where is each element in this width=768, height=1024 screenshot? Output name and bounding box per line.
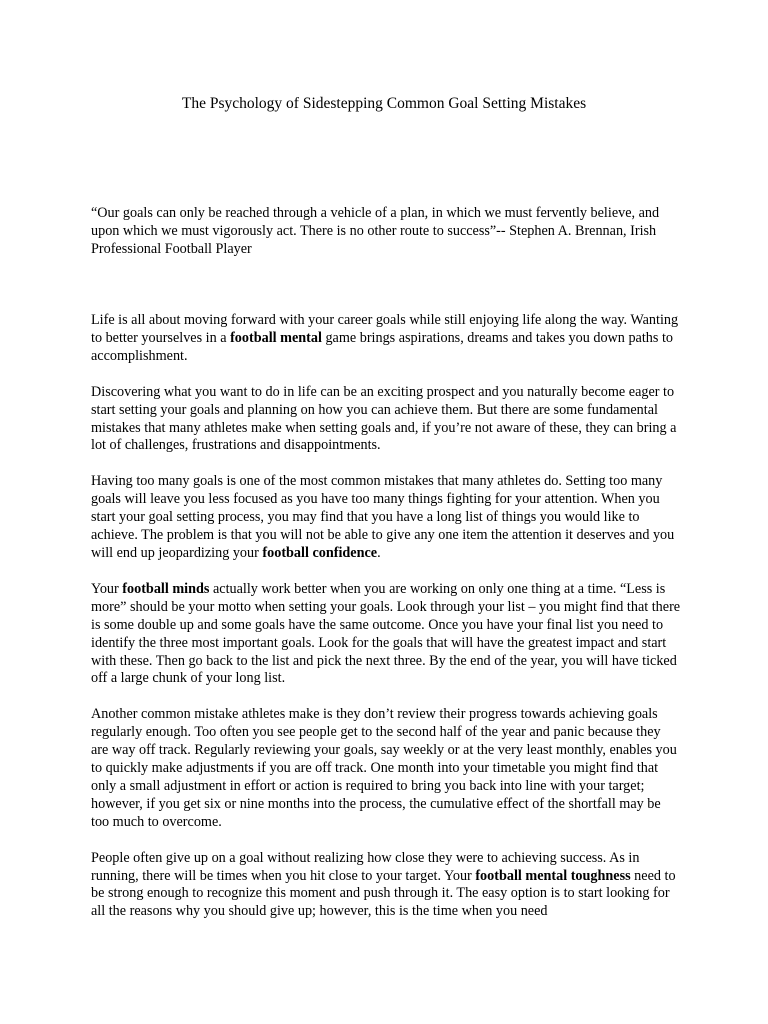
body-paragraph: [91, 473, 681, 563]
paragraph-text: .: [377, 544, 381, 561]
paragraph-text: People often give up on a goal without realizing how close they were to achieving success. As in running, there will be times when you hit close to your target. Your: [91, 849, 640, 884]
paragraph-text: Life is all about moving forward with your career goals while still enjoying life along the way. Wanting to better yourselves in a: [91, 312, 679, 346]
paragraph-text: actually work better when you are working on only one thing at a time. “Less is more” should be your motto when setting your goals. Look through your list – you might find that there is some double up and some goals have the same outcome. Once you have your final list you need to identify the three most important goals. Look for the goals that will have the greatest impact and start with these. Then go back to the list and pick the next three. By the end of the year, you will have ticked off a large chunk of your long list.: [91, 580, 681, 687]
bold-keyword: football mental: [230, 329, 322, 346]
document-title: The Psychology of Sidestepping Common Goal Setting Mistakes: [181, 95, 587, 112]
paragraph-text: Having too many goals is one of the most common mistakes that many athletes do. Setting too many goals will leave you less focused as you have too many things fighting for your attention. When you start your goal setting process, you may find that you have a long list of things you would like to achieve. The problem is that you will not be able to give any one item the attention it deserves and you will end up jeopardizing your: [91, 473, 675, 561]
body-paragraph: [91, 706, 681, 831]
paragraph-text: game brings aspirations, dreams and takes you down paths to accomplishment.: [91, 329, 673, 364]
paragraph-text: Discovering what you want to do in life can be an exciting prospect and you naturally become eager to start setting your goals and planning on how you can achieve them. But there are some fundamental mistakes that many athletes make when setting goals and, if you’re not aware of these, they can bring a lot of challenges, frustrations and disappointments.: [91, 383, 677, 454]
document-body: [91, 312, 681, 939]
paragraph-text: Your: [91, 580, 123, 597]
paragraph-text: need to be strong enough to recognize this moment and push through it. The easy option is to start looking for all the reasons why you should give up; however, this is the time when you need: [91, 867, 676, 920]
bold-keyword: football minds: [122, 580, 210, 597]
body-paragraph: [91, 312, 681, 366]
bold-keyword: football confidence: [262, 544, 378, 561]
paragraph-text: Another common mistake athletes make is they don’t review their progress towards achieving goals regularly enough. Too often you see people get to the second half of the year and panic because they are way off track. Regularly reviewing your goals, say weekly or at the very least monthly, enables you to quickly make adjustments if you are off track. One month into your timetable you might find that only a small adjustment in effort or action is required to bring you back into line with your target; however, if you get six or nine months into the process, the cumulative effect of the shortfall may be too much to overcome.: [91, 706, 677, 830]
body-paragraph: [91, 384, 681, 456]
body-paragraph: [91, 850, 681, 922]
bold-keyword: football mental toughness: [475, 867, 631, 884]
opening-quote: [91, 205, 681, 259]
body-paragraph: [91, 581, 681, 688]
quote-text: “Our goals can only be reached through a vehicle of a plan, in which we must fervently believe, and upon which we must vigorously act. There is no other route to success”-- Stephen A. Brennan, Irish Professional Football Player: [91, 205, 660, 257]
